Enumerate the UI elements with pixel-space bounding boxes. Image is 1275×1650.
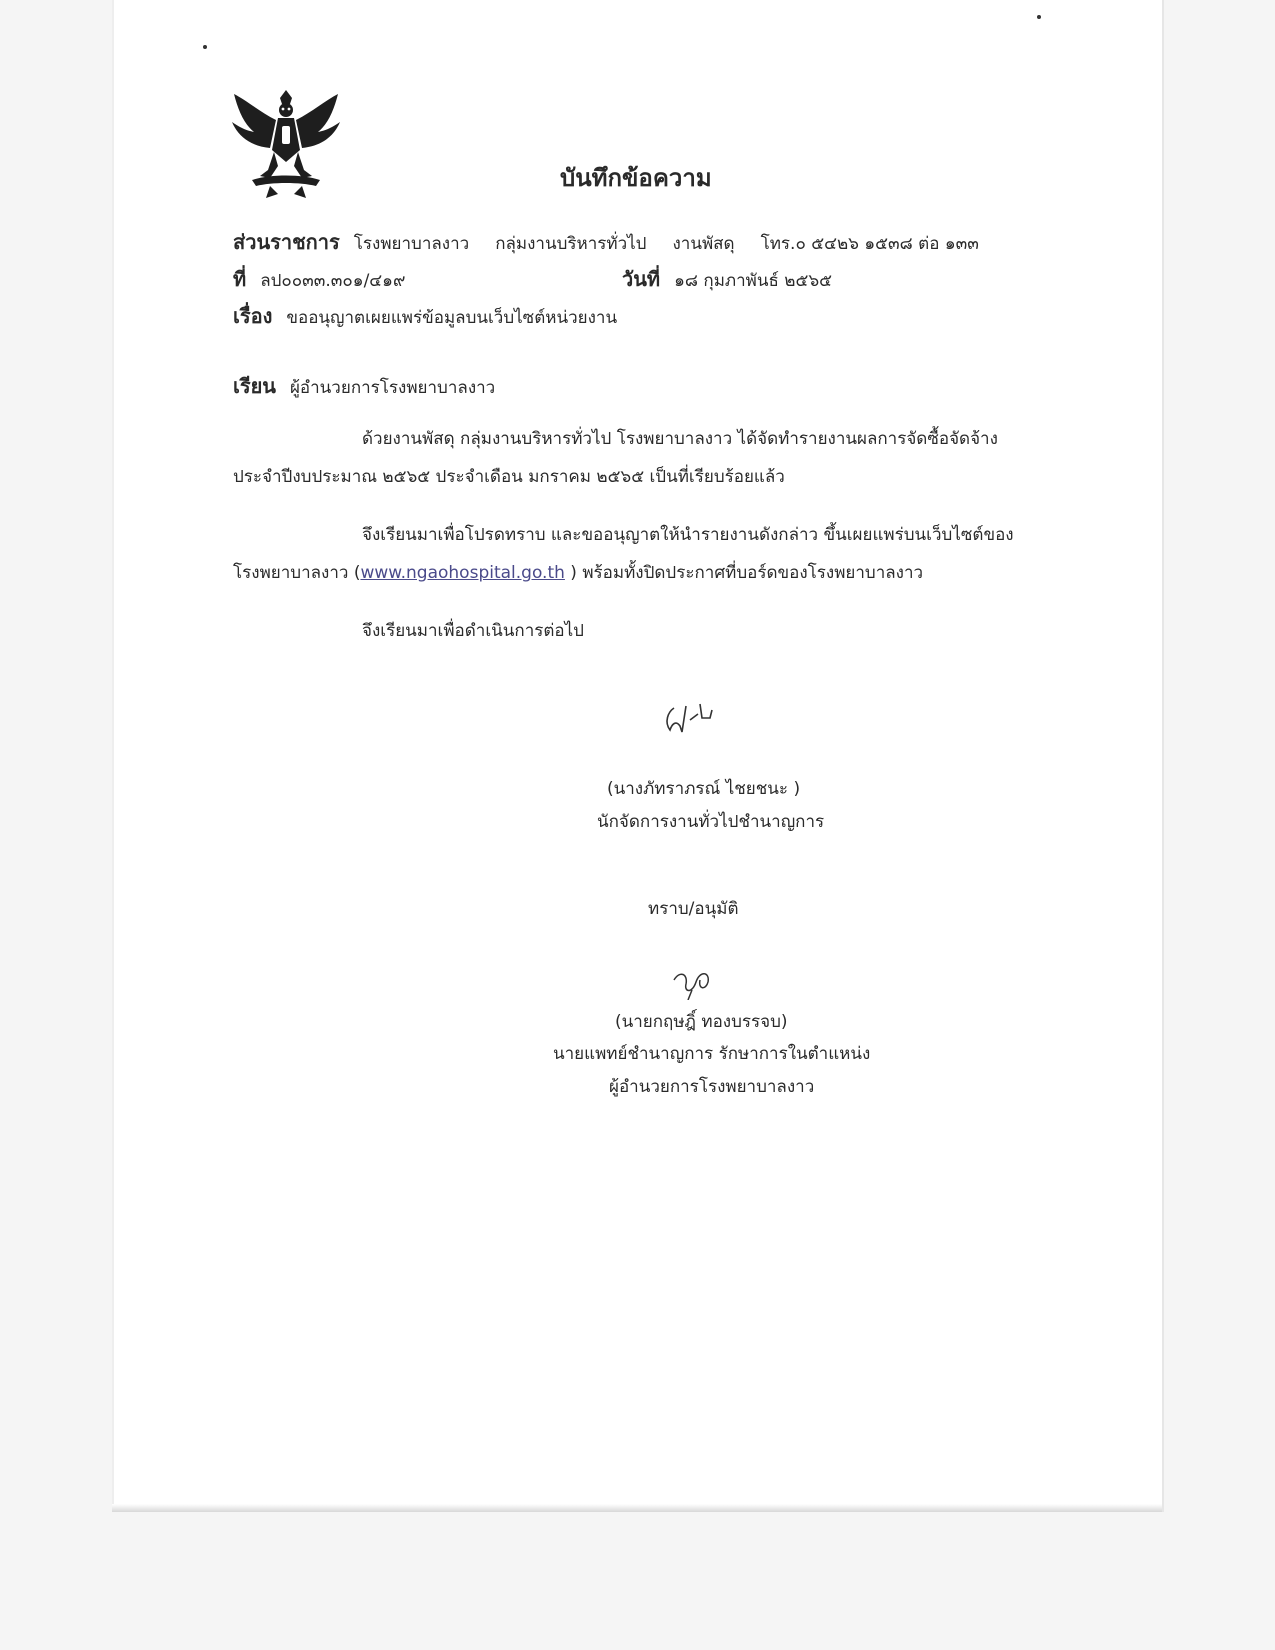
agency-group: กลุ่มงานบริหารทั่วไป: [495, 234, 647, 254]
subject-value: ขออนุญาตเผยแพร่ข้อมูลบนเว็บไซต์หน่วยงาน: [286, 308, 618, 328]
date-value: ๑๘ กุมภาพันธ์ ๒๕๖๕: [674, 271, 832, 291]
website-link[interactable]: www.ngaohospital.go.th: [360, 563, 565, 583]
to-label: เรียน: [233, 374, 276, 398]
closing-line: จึงเรียนมาเพื่อดำเนินการต่อไป: [362, 621, 584, 641]
agency-unit: งานพัสดุ: [672, 234, 735, 254]
to-value: ผู้อำนวยการโรงพยาบาลงาว: [289, 378, 496, 398]
scan-edge: [112, 1504, 1162, 1512]
signer-1-name: (นางภัทราภรณ์ ไชยชนะ ): [607, 779, 801, 799]
scan-speck: [1037, 15, 1041, 19]
agency-phone: โทร.๐ ๕๔๒๖ ๑๕๓๘ ต่อ ๑๓๓: [760, 234, 979, 254]
signature-2-icon: [670, 960, 726, 1000]
date-group: [622, 263, 832, 295]
signer-2-name: (นายกฤษฎิ์ ทองบรรจบ): [615, 1012, 788, 1032]
signature-1-icon: [660, 700, 720, 738]
body-paragraph-1-line-2: ประจำปีงบประมาณ ๒๕๖๕ ประจำเดือน มกราคม ๒๕๖๕ เป็นที่เรียบร้อยแล้ว: [233, 467, 785, 487]
body-paragraph-2-line-1: จึงเรียนมาเพื่อโปรดทราบ และขออนุญาตให้นำรายงานดังกล่าว ขึ้นเผยแพร่บนเว็บไซต์ของ: [362, 525, 1014, 545]
subject-label: เรื่อง: [233, 304, 273, 328]
ref-number: ลป๐๐๓๓.๓๐๑/๔๑๙: [260, 271, 406, 291]
date-label: วันที่: [622, 267, 661, 291]
signer-2-acting-title: ผู้อำนวยการโรงพยาบาลงาว: [609, 1077, 815, 1097]
reference-date-row: [233, 263, 832, 295]
subject-row: [233, 300, 617, 332]
approval-text: ทราบ/อนุมัติ: [648, 899, 739, 919]
agency-org: โรงพยาบาลงาว: [353, 234, 470, 254]
body-paragraph-2-line-2: [233, 559, 923, 586]
agency-row: [233, 226, 979, 258]
body-paragraph-1-line-1: ด้วยงานพัสดุ กลุ่มงานบริหารทั่วไป โรงพยาบาลงาว ได้จัดทำรายงานผลการจัดซื้อจัดจ้าง: [362, 429, 998, 449]
salutation-row: [233, 370, 495, 402]
signer-1-position: นักจัดการงานทั่วไปชำนาญการ: [597, 812, 825, 832]
para2-text-start: โรงพยาบาลงาว (: [233, 563, 361, 583]
signer-2-position: นายแพทย์ชำนาญการ รักษาการในตำแหน่ง: [553, 1044, 871, 1064]
memo-title: บันทึกข้อความ: [560, 164, 712, 192]
scan-speck: [203, 45, 207, 49]
para2-text-end: ) พร้อมทั้งปิดประกาศที่บอร์ดของโรงพยาบาลงาว: [564, 563, 924, 583]
ref-label: ที่: [233, 267, 247, 291]
agency-label: ส่วนราชการ: [233, 230, 340, 254]
garuda-emblem-icon: [230, 90, 342, 200]
